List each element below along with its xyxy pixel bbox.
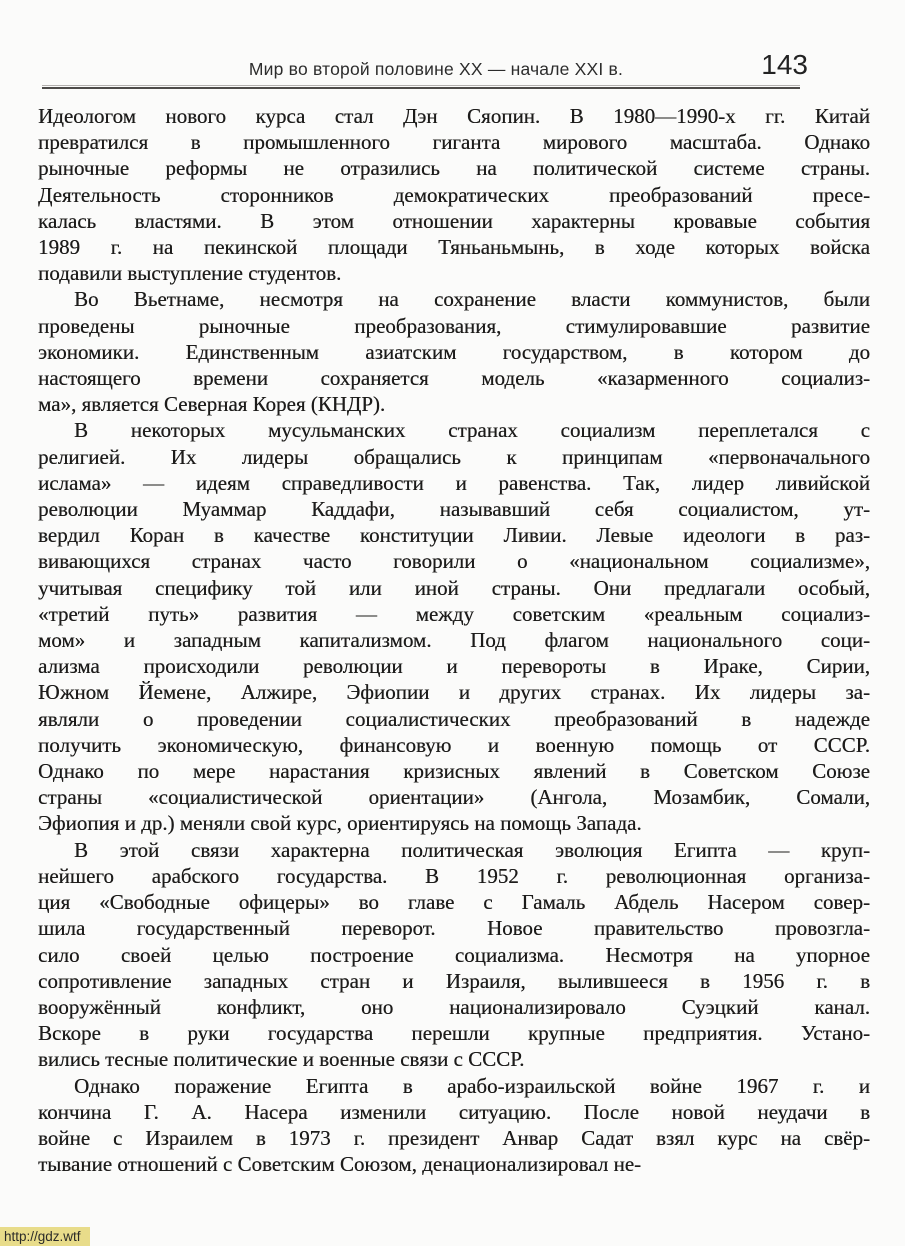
text-line: вились тесные политические и военные связи с СССР.	[38, 1047, 525, 1072]
text-line: «третий путь» развития — между советским «реальным социализ-	[38, 601, 870, 626]
text-line: мом» и западным капитализмом. Под флагом национального соци-	[38, 628, 870, 653]
text-line: войне с Израилем в 1973 г. президент Анвар Садат взял курс на свёр-	[38, 1125, 870, 1150]
paragraph	[38, 286, 870, 417]
text-line: настоящего времени сохраняется модель «казарменного социализ-	[38, 366, 870, 391]
text-line: Южном Йемене, Алжире, Эфиопии и других странах. Их лидеры за-	[38, 680, 870, 705]
text-line: В некоторых мусульманских странах социализм переплетался с	[74, 418, 870, 443]
text-line: экономики. Единственным азиатским государством, в котором до	[38, 339, 870, 364]
text-line: В этой связи характерна политическая эволюция Египта — круп-	[74, 837, 870, 862]
text-line: получить экономическую, финансовую и военную помощь от СССР.	[38, 732, 870, 757]
paragraph	[38, 417, 870, 836]
text-line: подавили выступление студентов.	[38, 261, 342, 286]
running-header-title: Мир во второй половине XX — начале XXI в.	[248, 59, 624, 79]
text-line: Идеологом нового курса стал Дэн Сяопин. В 1980—1990-х гг. Китай	[38, 104, 870, 128]
text-line: вооружённый конфликт, оно национализировало Суэцкий канал.	[38, 994, 870, 1019]
text-line: революции Муаммар Каддафи, называвший себя социалистом, ут-	[38, 497, 870, 522]
text-line: тывание отношений с Советским Союзом, денационализировал не-	[38, 1152, 642, 1177]
text-line: сило своей целью построение социализма. Несмотря на упорное	[38, 942, 870, 967]
text-line: шила государственный переворот. Новое правительство провозгла-	[38, 916, 870, 941]
text-line: нейшего арабского государства. В 1952 г. революционная организа-	[38, 863, 870, 888]
text-line: Однако поражение Египта в арабо-израильской войне 1967 г. и	[74, 1073, 870, 1098]
page-body	[38, 103, 870, 1177]
text-line: являли о проведении социалистических преобразований в надежде	[38, 706, 870, 731]
text-line: превратился в промышленного гиганта мирового масштаба. Однако	[38, 130, 870, 155]
text-line: ма», является Северная Корея (КНДР).	[38, 392, 386, 417]
paragraph	[38, 837, 870, 1073]
text-line: учитывая специфику той или иной страны. Они предлагали особый,	[38, 575, 870, 600]
text-line: вивающихся странах часто говорили о «национальном социализме»,	[38, 549, 870, 574]
text-line: Во Вьетнаме, несмотря на сохранение власти коммунистов, были	[74, 287, 870, 312]
header-rule-thick-line	[42, 87, 800, 89]
text-line: Вскоре в руки государства перешли крупные предприятия. Устано-	[38, 1021, 870, 1046]
text-line: ция «Свободные офицеры» во главе с Гамаль Абдель Насером совер-	[38, 890, 870, 915]
header-rule-thin-line	[42, 85, 800, 86]
text-line: 1989 г. на пекинской площади Тяньаньмынь, в ходе которых войска	[38, 235, 870, 260]
text-line: Однако по мере нарастания кризисных явлений в Советском Союзе	[38, 759, 870, 784]
text-line: страны «социалистической ориентации» (Ангола, Мозамбик, Сомали,	[38, 785, 870, 810]
text-line: вердил Коран в качестве конституции Ливии. Левые идеологи в раз-	[38, 523, 870, 548]
text-line: калась властями. В этом отношении характерны кровавые события	[38, 208, 870, 233]
text-line: Эфиопия и др.) меняли свой курс, ориентируясь на помощь Запада.	[38, 811, 642, 836]
text-line: проведены рыночные преобразования, стимулировавшие развитие	[38, 313, 870, 338]
text-line: ислама» — идеям справедливости и равенства. Так, лидер ливийской	[38, 470, 870, 495]
text-line: Деятельность сторонников демократических преобразований пресе-	[38, 182, 870, 207]
page-number: 143	[761, 49, 808, 80]
text-line: кончина Г. А. Насера изменили ситуацию. После новой неудачи в	[38, 1099, 870, 1124]
paragraph	[38, 1073, 870, 1178]
text-line: ализма происходили революции и перевороты в Ираке, Сирии,	[38, 654, 870, 679]
text-line: рыночные реформы не отразились на политической системе страны.	[38, 156, 870, 181]
paragraph	[38, 103, 870, 286]
text-line: религией. Их лидеры обращались к принципам «первоначального	[38, 444, 870, 469]
header-rule	[42, 85, 800, 89]
text-line: сопротивление западных стран и Израиля, вылившееся в 1956 г. в	[38, 968, 870, 993]
watermark-url: http://gdz.wtf	[0, 1227, 90, 1246]
